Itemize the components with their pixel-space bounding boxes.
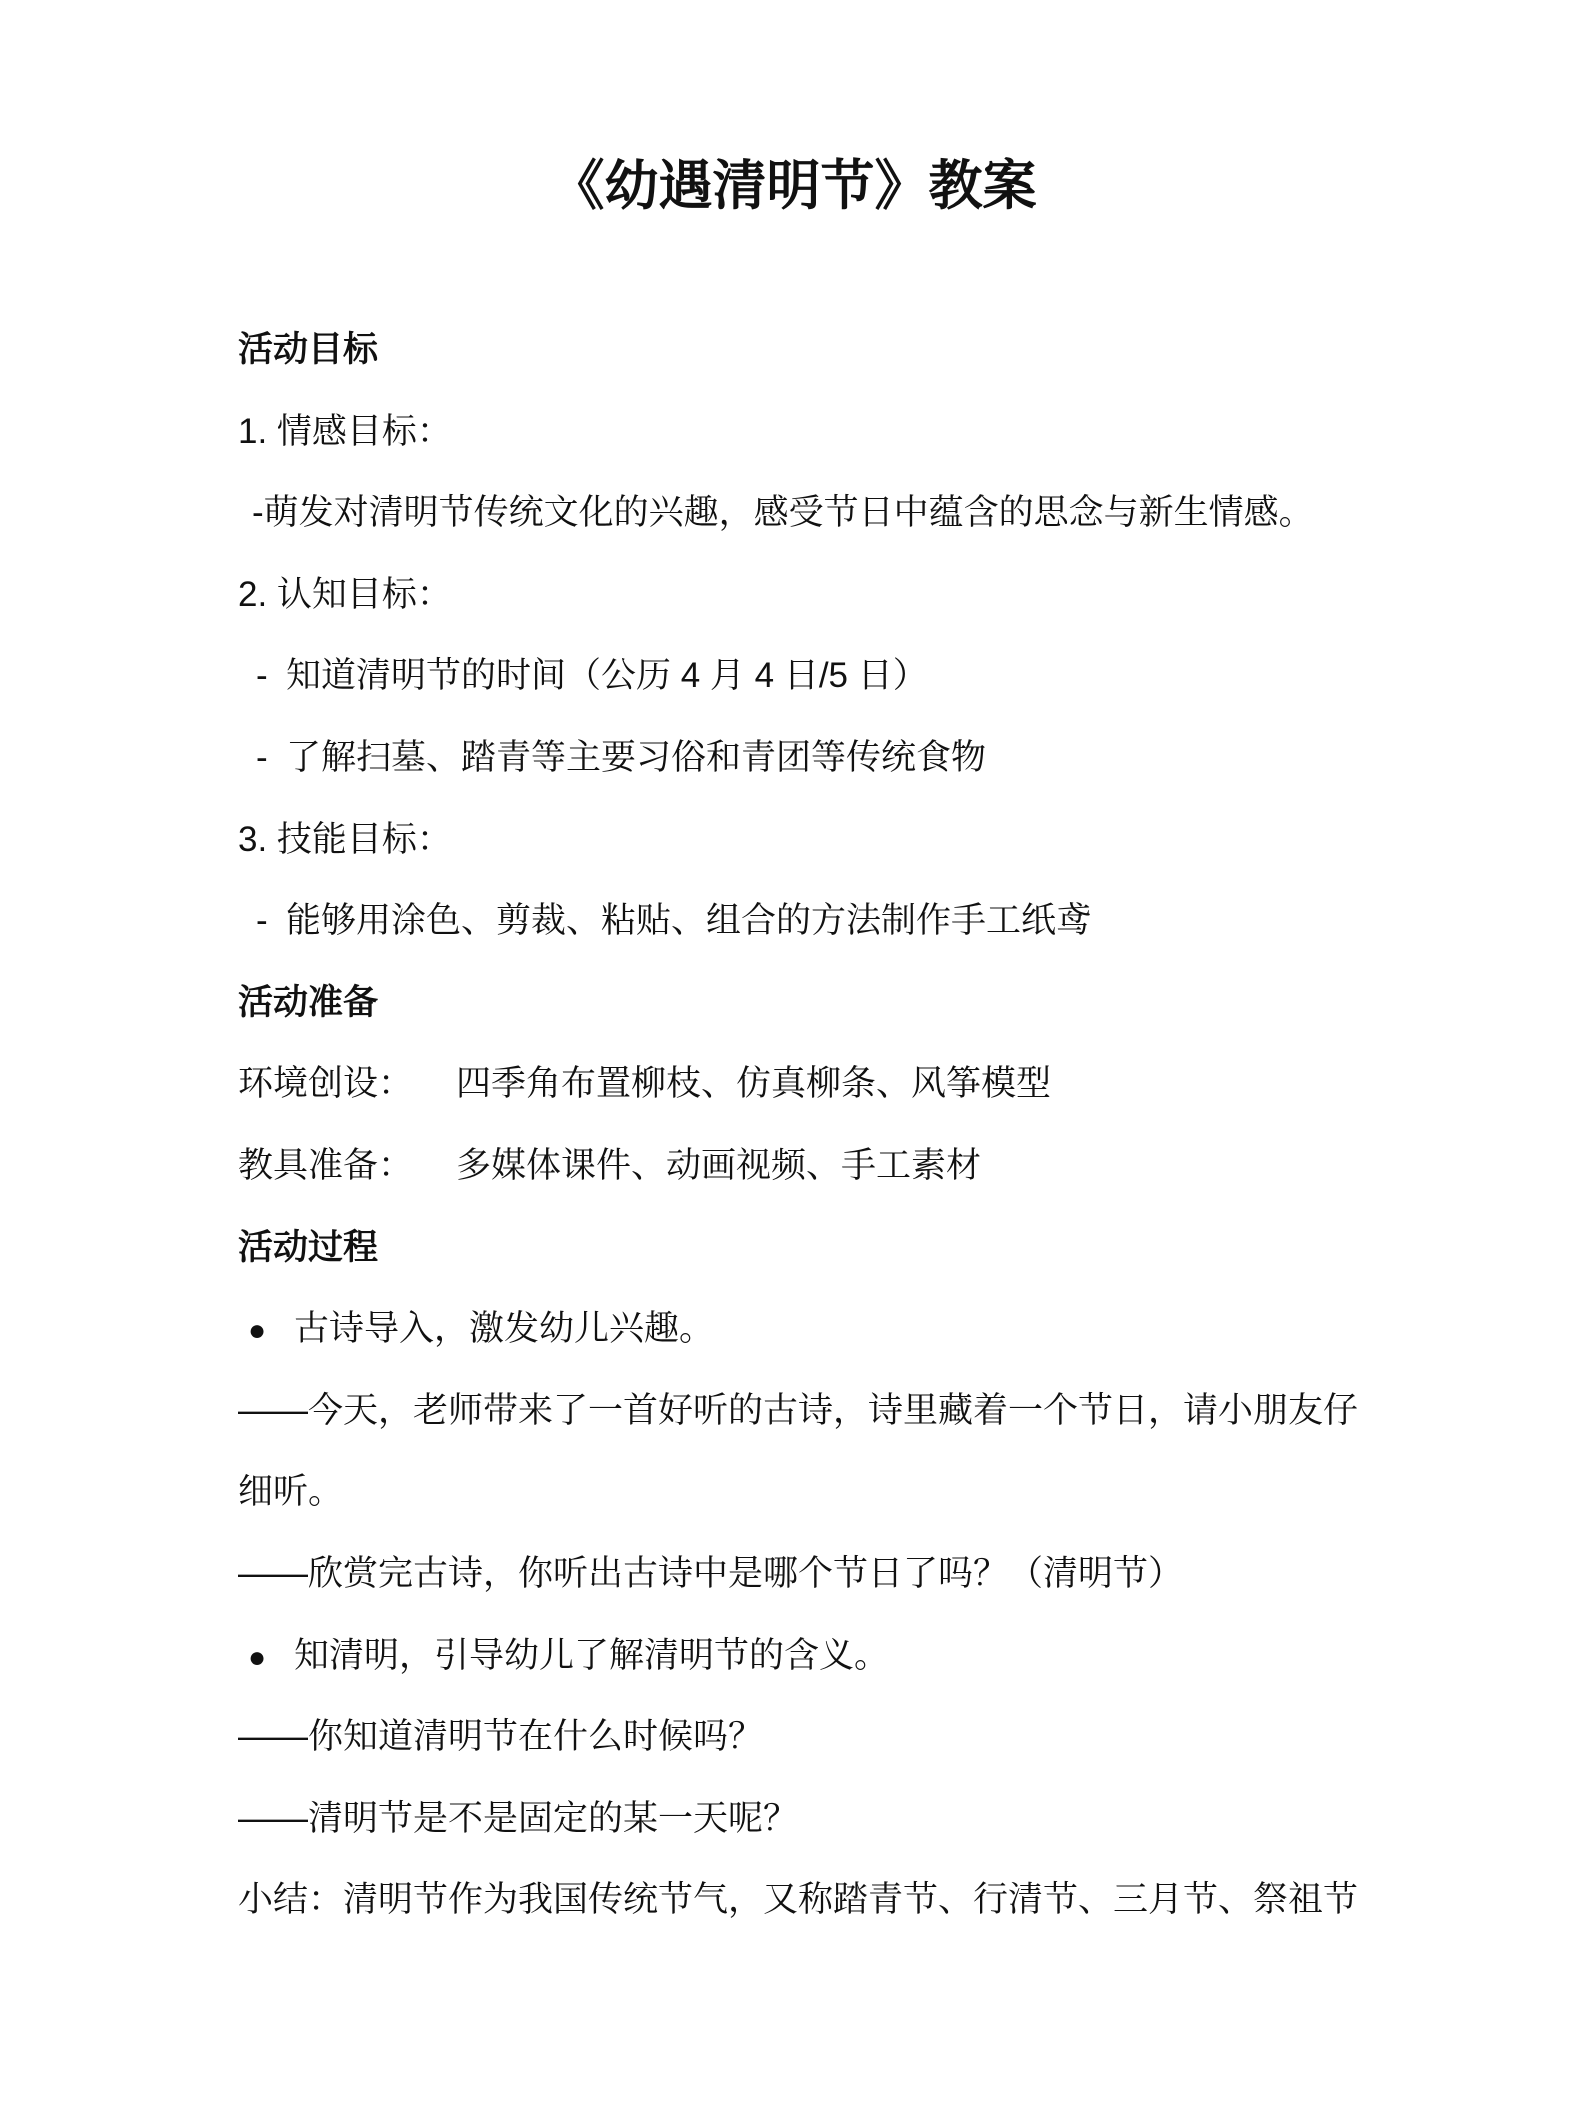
dash-marker: - [256,737,268,777]
skill-goal-label: 3. 技能目标： [238,819,452,859]
bullet-icon: ● [248,1640,267,1674]
step-title: 古诗导入，激发幼儿兴趣。 [294,1309,715,1349]
document-body [238,309,1398,1941]
section-heading-process: 活动过程 [238,1226,379,1268]
prep-value: 多媒体课件、动画视频、手工素材 [456,1145,982,1185]
paragraph-line: 小结：清明节作为我国传统节气，又称踏青节、行清节、三月节、祭祖节 [238,1880,1359,1920]
prep-row [238,1125,1398,1207]
step-title: 知清明，引导幼儿了解清明节的含义。 [294,1635,890,1675]
skill-goal-item [238,880,1398,962]
prep-label: 环境创设： [238,1064,414,1104]
dash-marker: - [256,901,268,941]
prep-label: 教具准备： [238,1145,414,1185]
bullet-icon: ● [248,1314,267,1348]
cognition-goal-label: 2. 认知目标： [238,574,452,614]
item-text: 能够用涂色、剪裁、粘贴、组合的方法制作手工纸鸢 [286,901,1092,941]
paragraph-line: ——清明节是不是固定的某一天呢？ [238,1798,799,1838]
emotion-goal-item: -萌发对清明节传统文化的兴趣，感受节日中蕴含的思念与新生情感。 [252,493,1314,533]
process-step [238,1615,1398,1697]
process-step [238,1288,1398,1370]
dash-marker: - [256,656,268,696]
paragraph-line: ——今天，老师带来了一首好听的古诗，诗里藏着一个节日，请小朋友仔 [238,1390,1359,1430]
paragraph-line: ——欣赏完古诗，你听出古诗中是哪个节日了吗？（清明节） [238,1553,1184,1593]
item-text: 了解扫墓、踏青等主要习俗和青团等传统食物 [286,737,987,777]
paragraph-line: ——你知道清明节在什么时候吗？ [238,1717,764,1757]
cognition-goal-item [238,717,1398,799]
emotion-goal-label: 1. 情感目标： [238,411,452,451]
document-title: 《幼遇清明节》教案 [550,153,1037,217]
section-heading-goals: 活动目标 [238,329,379,370]
prep-row [238,1043,1398,1125]
paragraph-line: 细听。 [238,1472,344,1512]
item-text: 知道清明节的时间（公历 4 月 4 日/5 日） [286,656,928,696]
section-heading-prep: 活动准备 [238,981,379,1023]
cognition-goal-item [238,635,1398,717]
prep-value: 四季角布置柳枝、仿真柳条、风筝模型 [456,1064,1052,1104]
